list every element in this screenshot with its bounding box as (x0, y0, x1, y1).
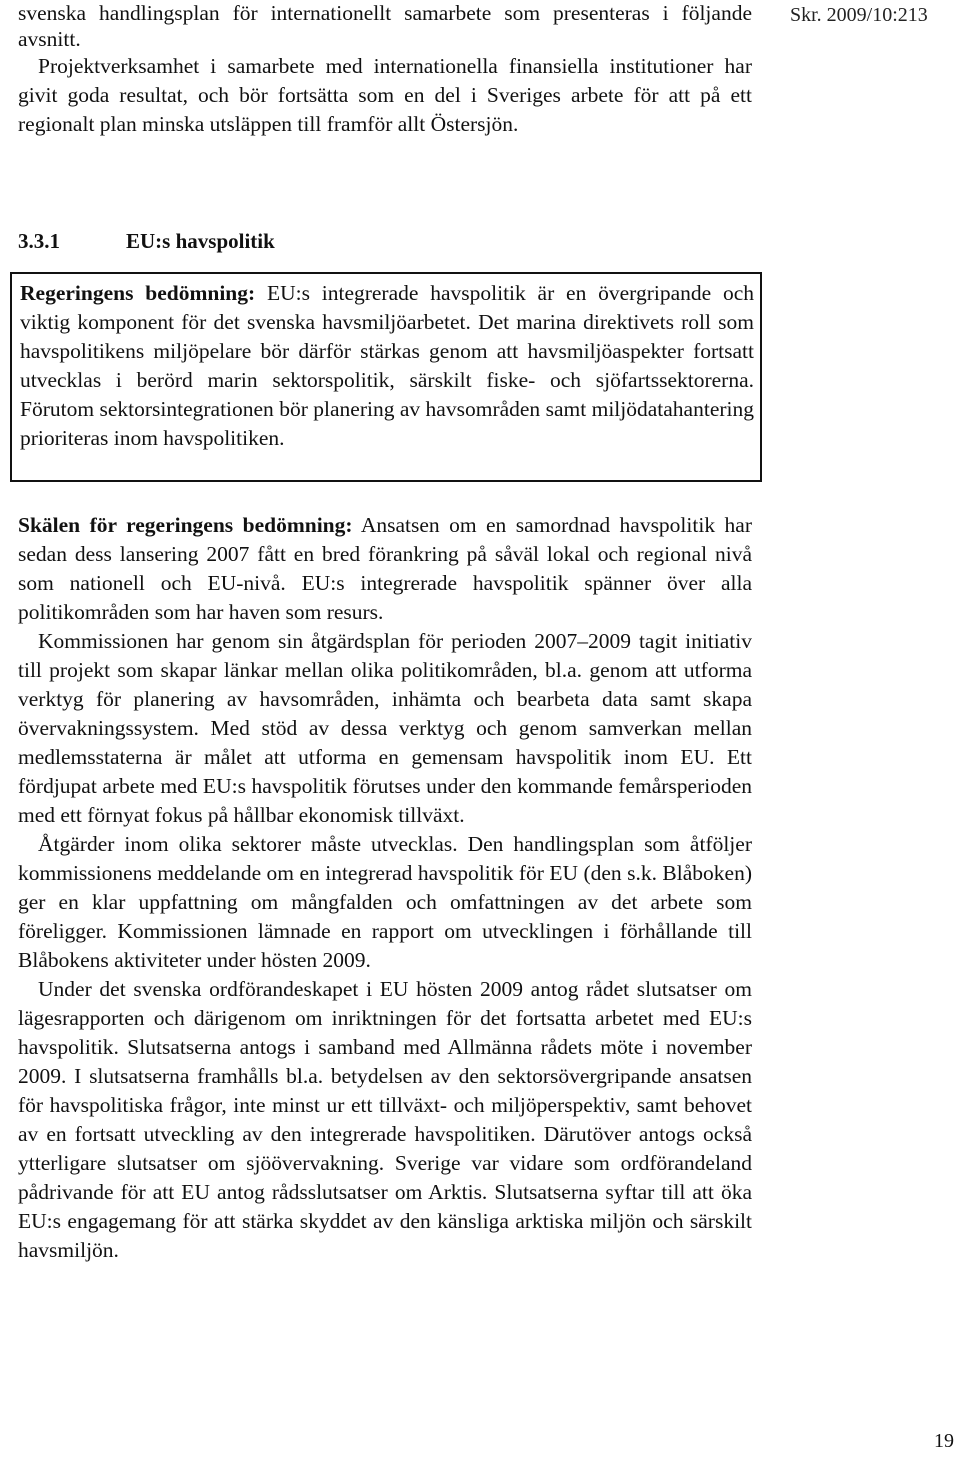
section-title: EU:s havspolitik (126, 229, 275, 253)
section-number: 3.3.1 (18, 229, 60, 253)
assessment-paragraph (20, 279, 754, 453)
reasons-paragraph-4: Under det svenska ordförandeskapet i EU hösten 2009 antog rådet slutsatser om lägesrapporten och därigenom om inriktningen för det fortsatta arbetet med EU:s havspolitik. Slutsatserna antogs i samband med Allmänna rådets möte i november 2009. I slutsatserna framhålls bl.a. betydelsen av den sektorsövergripande ansatsen för havspolitiska frågor, inte minst ur ett tillväxt- och miljöperspektiv, samt behovet av en fortsatt utveckling av den integrerade havspolitiken. Därutöver antogs också ytterligare slutsatser om sjöövervakning. Sverige var vidare som ordförandeland pådrivande för att EU antog rådsslutsatser om Arktis. Slutsatserna syftar till att öka EU:s engagemang för att stärka skyddet av den känsliga arktiska miljön och särskilt havsmiljön. (18, 977, 752, 1262)
reasons-paragraph-1 (18, 511, 752, 627)
document-reference: Skr. 2009/10:213 (790, 4, 928, 26)
intro-section (18, 0, 752, 139)
section-heading (18, 229, 275, 254)
intro-paragraph-2: Projektverksamhet i samarbete med internationella finansiella institutioner har givit goda resultat, och bör fortsätta som en del i Sveriges arbete för att på ett regionalt plan minska utsläppen till framför allt Östersjön. (18, 54, 752, 136)
assessment-label: Regeringens bedömning: (20, 281, 256, 305)
page-number: 19 (934, 1430, 954, 1452)
reasons-paragraph-3: Åtgärder inom olika sektorer måste utvecklas. Den handlingsplan som åtföljer kommissionens meddelande om en integrerad havspolitik för EU (den s.k. Blåboken) ger en klar uppfattning om mångfalden och omfattningen av det arbete som föreligger. Kommissionen lämnade en rapport om utvecklingen i förhållande till Blåbokens aktiviteter under hösten 2009. (18, 832, 752, 972)
assessment-text: EU:s integrerade havspolitik är en övergripande och viktig komponent för det svenska havsmiljöarbetet. Det marina direktivets roll som havspolitikens miljöpelare bör därför stärkas genom att havsmiljöaspekter fortsatt utvecklas i berörd marin sektorspolitik, särskilt fiske- och sjöfartssektorerna. Förutom sektorsintegrationen bör planering av havsområden samt miljödatahantering prioriteras inom havspolitiken. (20, 281, 754, 450)
intro-paragraph-1: svenska handlingsplan för internationellt samarbete som presenteras i följande avsnitt. (18, 1, 752, 51)
reasons-paragraph-2: Kommissionen har genom sin åtgärdsplan för perioden 2007–2009 tagit initiativ till projekt som skapar länkar mellan olika politikområden, bl.a. genom att utforma verktyg för planering av havsområden, inhämta och bearbeta data samt skapa övervakningssystem. Med stöd av dessa verktyg och genom samverkan mellan medlemsstaterna är målet att utforma en gemensam havspolitik inom EU. Ett fördjupat arbete med EU:s havspolitik förutses under den kommande femårsperioden med ett förnyat fokus på hållbar ekonomisk tillväxt. (18, 629, 752, 827)
reasons-label: Skälen för regeringens bedömning: (18, 513, 353, 537)
reasons-text-1: Ansatsen om en samordnad havspolitik har sedan dess lansering 2007 fått en bred förankring på såväl lokal och regional nivå som nationell och EU-nivå. EU:s integrerade havspolitik spänner över alla politikområden som har haven som resurs. (18, 513, 752, 624)
reasons-section (18, 511, 752, 1265)
assessment-box (10, 272, 762, 482)
